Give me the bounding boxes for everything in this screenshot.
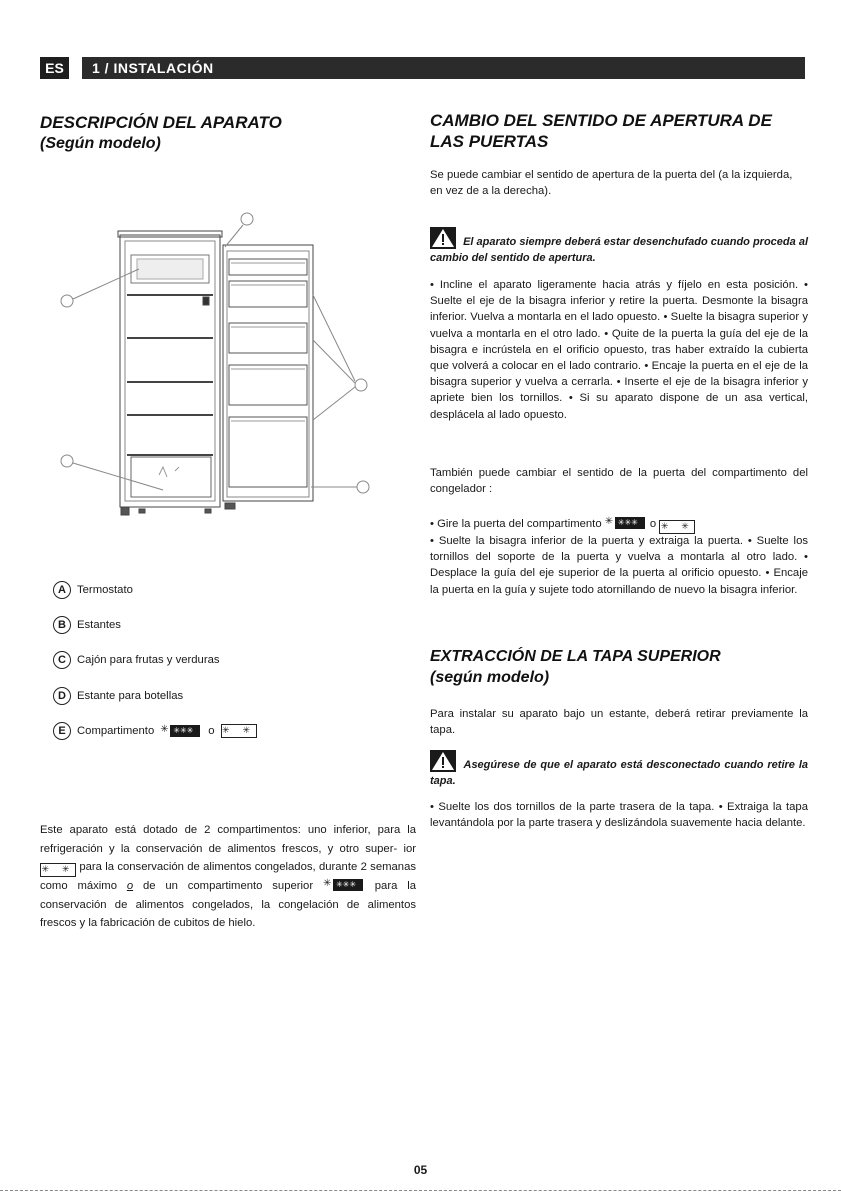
top-warning: Asegúrese de que el aparato está desconectado cuando retire la tapa. <box>430 750 808 789</box>
description-subtitle: (Según modelo) <box>40 135 161 152</box>
top-removal-title: EXTRACCIÓN DE LA TAPA SUPERIOR <box>430 648 721 665</box>
legend-item-c <box>53 650 220 670</box>
page-number: 05 <box>413 1163 428 1177</box>
two-star-icon: ✳ ✳ <box>660 522 694 532</box>
four-star-freezer-icon: ✳ ✳✳✳ <box>323 879 365 891</box>
legend-letter: E <box>53 722 71 740</box>
or-text: o <box>208 725 215 737</box>
door-reversal-steps: • Incline el aparato ligeramente hacia atrás y fíjelo en esta posición. • Suelte el eje de la bisagra inferior y retire la puerta. Desmonte la bisagra inferior. Vuelva a montarla en el lado opuesto. • Suelte la bisagra superior y vuelva a montarla en el otro lado. • Quite de la puerta la guía del eje de la bisagra e incrústela en el orificio opuesto, tras haber extraído la cubierta que volverá a colocar en el lado contrario. • Encaje la puerta en el eje de la bisagra superior y vuelva a cerrarla. • Inserte el eje de la bisagra inferior y apriete bien los tornillos. • Si su aparato dispone de un asa vertical, desplácela al lado opuesto. <box>430 279 808 421</box>
legend-letter: D <box>53 687 71 705</box>
door-reversal-intro: Se puede cambiar el sentido de apertura de la puerta del (a la izquierda, en vez de a la derecha). <box>430 169 793 198</box>
page-edge-divider <box>0 1190 841 1191</box>
legend-item-d <box>53 686 183 706</box>
freezer-step-1: • Gire la puerta del compartimento ✳ ✳✳✳ o ✳ ✳ <box>430 516 694 532</box>
warning-icon <box>430 750 456 772</box>
top-removal-steps: • Suelte los dos tornillos de la parte trasera de la tapa. • Extraiga la tapa levantándola por la parte trasera y deslizándola suavemente hacia delante. <box>430 801 808 830</box>
warning-icon <box>430 227 456 249</box>
legend-label: Estantes <box>77 619 121 631</box>
legend-item-b <box>53 615 121 635</box>
legend-label: Termostato <box>77 584 133 596</box>
legend-letter: A <box>53 581 71 599</box>
legend-label: Cajón para frutas y verduras <box>77 654 220 666</box>
two-star-icon: ✳ ✳ <box>41 865 75 875</box>
section-header: 1 / INSTALACIÓN <box>82 57 805 79</box>
description-title: DESCRIPCIÓN DEL APARATO <box>40 113 282 132</box>
legend-letter: B <box>53 616 71 634</box>
language-badge: ES <box>40 57 69 79</box>
legend-label: Compartimento <box>77 725 155 737</box>
appliance-diagram <box>55 205 385 525</box>
door-reversal-title: CAMBIO DEL SENTIDO DE APERTURA DE LAS PUERTAS <box>430 111 772 151</box>
legend-label: Estante para botellas <box>77 690 184 702</box>
description-body: Este aparato está dotado de 2 compartimentos: uno inferior, para la refrigeración y la conservación de alimentos frescos, y otro super- ior ✳ ✳ para la conservación de alimentos congelados, durante 2 semanas como máximo o de un compartimento superior ✳ ✳✳✳ para la conservación de alimentos congelados, la congelación de alimentos frescos y la fabricación de cubitos de hielo. <box>40 824 417 929</box>
freezer-door-steps: • Suelte la bisagra inferior de la puerta y extraiga la puerta. • Suelte los tornillos del soporte de la puerta y vuelva a montarla al otro lado. • Desplace la guía del eje superior de la puerta al orificio opuesto. • Encaje la puerta en la guía y sujete todo atornillando de nuevo la bisagra inferior. <box>430 535 808 596</box>
four-star-freezer-icon: ✳ ✳✳✳ <box>160 725 202 737</box>
legend-letter: C <box>53 651 71 669</box>
top-removal-subtitle: (según modelo) <box>430 669 550 686</box>
top-removal-intro: Para instalar su aparato bajo un estante, deberá retirar previamente la tapa. <box>430 708 808 737</box>
four-star-freezer-icon: ✳ ✳✳✳ <box>605 517 647 529</box>
legend-item-a <box>53 580 133 600</box>
two-star-icon: ✳ ✳ <box>222 726 255 736</box>
legend-item-e <box>53 721 257 741</box>
door-warning: El aparato siempre deberá estar desenchufado cuando proceda al cambio del sentido de apertura. <box>430 227 808 266</box>
freezer-door-intro: También puede cambiar el sentido de la puerta del compartimento del congelador : <box>430 467 808 496</box>
